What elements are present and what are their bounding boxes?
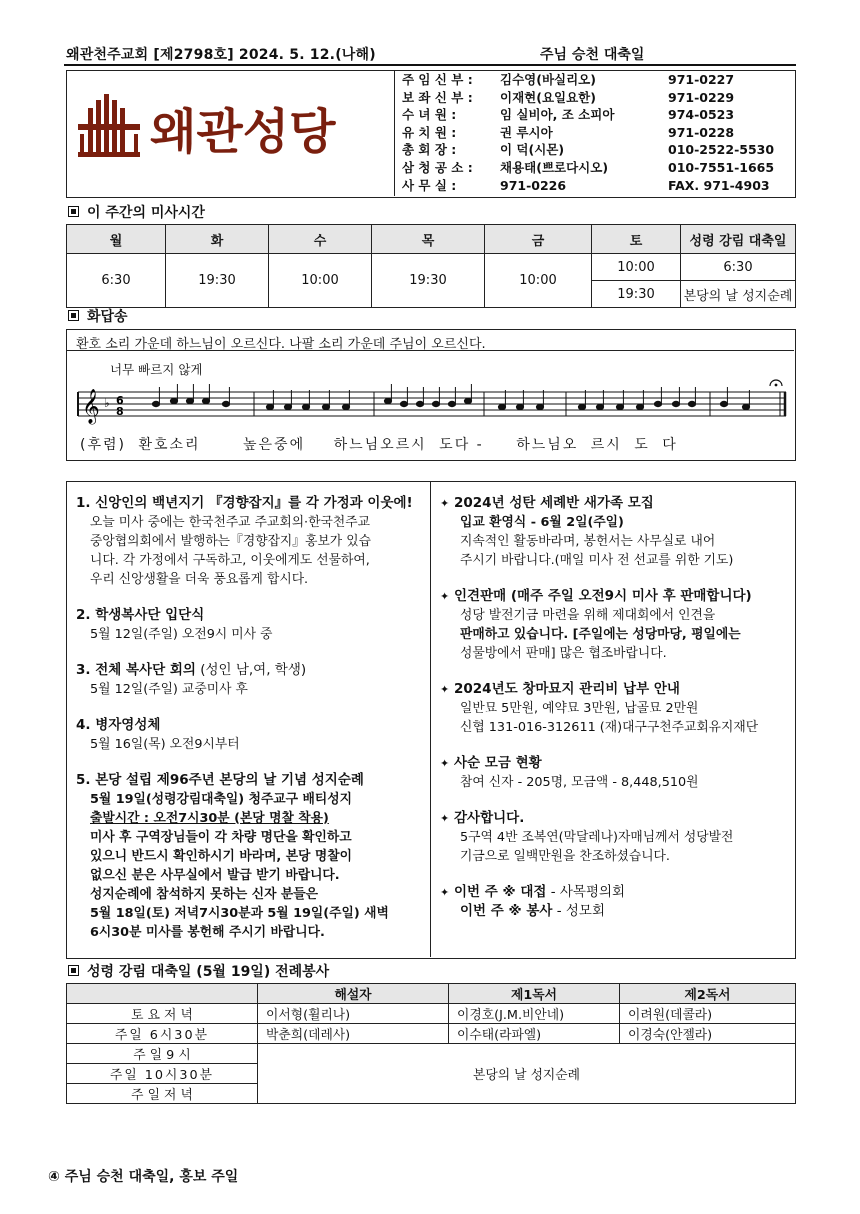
notice-body-line: 성지순례에 참석하지 못하는 신자 분들은 — [90, 887, 318, 902]
notice-body-line: 주시기 바랍니다.(매일 미사 전 선교를 위한 기도) — [460, 553, 734, 568]
notice-body-line: 우리 신앙생활을 더욱 풍요롭게 합시다. — [90, 572, 309, 587]
notice-heading — [440, 754, 790, 773]
service-cell: 이려원(데콜라) — [620, 1004, 796, 1024]
notice-item — [440, 809, 790, 866]
notice-heading-text: 이번 주 ※ 봉사 — [460, 903, 553, 919]
day-feast: 성령 강림 대축일 — [681, 225, 796, 254]
psalm-rule — [720, 350, 794, 351]
notice-body-line: 5월 16일(목) 오전9시부터 — [90, 737, 240, 752]
staff-role: 사 무 실 : — [402, 177, 457, 193]
notice-heading-text: 4. 병자영성체 — [76, 717, 161, 733]
staff-role: 수 녀 원 : — [402, 107, 457, 123]
notice-body-line: 일반묘 5만원, 예약묘 3만원, 납골묘 2만원 — [460, 701, 699, 716]
notice-heading — [76, 494, 424, 513]
staff-phone: 971-0228 — [668, 124, 735, 140]
service-cell: 이서형(휠리나) — [258, 1004, 449, 1024]
notice-item — [76, 606, 424, 644]
diamond-bullet-icon: ✦ — [440, 757, 450, 770]
music-note — [516, 404, 523, 409]
tempo-marking: 너무 빠르지 않게 — [110, 362, 203, 377]
service-slot: 주 일 9 시 — [67, 1044, 258, 1064]
music-note — [464, 398, 471, 403]
notice-heading — [440, 902, 790, 921]
notice-heading-text: 2. 학생복사단 입단식 — [76, 607, 205, 623]
diamond-bullet-icon: ✦ — [440, 590, 450, 603]
psalm-section-title: 화답송 — [68, 306, 128, 326]
time-fri: 10:00 — [485, 254, 592, 308]
notice-body-line: 5월 12일(주일) 오전9시 미사 중 — [90, 627, 273, 642]
staff-role: 삼 청 공 소 : — [402, 159, 473, 175]
staff-role: 유 치 원 : — [402, 124, 457, 140]
notice-body-line: 중앙협의회에서 발행하는『경향잡지』홍보가 있습 — [90, 534, 371, 549]
staff-row — [402, 177, 792, 195]
notice-heading — [76, 771, 424, 790]
staff-phone: 971-0229 — [668, 89, 735, 105]
notices-right — [440, 494, 790, 938]
lyric-5: 하느님오 — [516, 437, 579, 453]
music-note — [202, 398, 209, 403]
staff-name: 971-0226 — [500, 177, 567, 193]
service-cell: 박춘희(데레사) — [258, 1024, 449, 1044]
notice-body-line: 있으니 반드시 확인하시기 바라며, 본당 명찰이 — [90, 849, 353, 864]
diamond-bullet-icon: ✦ — [440, 886, 450, 899]
notice-heading — [440, 809, 790, 828]
notice-body-line: 오늘 미사 중에는 한국천주교 주교회의·한국천주교 — [90, 515, 370, 530]
diamond-bullet-icon: ✦ — [440, 497, 450, 510]
time-sat-1: 10:00 — [592, 254, 681, 281]
music-note — [498, 404, 505, 409]
staff-phone: 010-7551-1665 — [668, 159, 775, 175]
notice-heading-tail: - 성모회 — [552, 903, 606, 919]
notice-body-line: 기금으로 일백만원을 찬조하셨습니다. — [460, 849, 670, 864]
treble-clef-icon: 𝄞 — [82, 389, 100, 424]
staff-phone: 974-0523 — [668, 107, 735, 123]
notice-item — [440, 754, 790, 792]
staff-row — [402, 159, 792, 177]
notice-item — [440, 680, 790, 737]
time-feast-1: 6:30 — [681, 254, 796, 281]
notice-body-line: 신협 131-016-312611 (재)대구구천주교회유지재단 — [460, 720, 759, 735]
staff-phone: 971-0227 — [668, 72, 735, 87]
lyric-4: 도다 - — [439, 437, 484, 453]
page-footer: ④ 주님 승천 대축일, 홍보 주일 — [48, 1169, 239, 1185]
service-table — [66, 983, 796, 1104]
notice-heading — [440, 587, 790, 606]
lyric-2: 높은중에 — [243, 437, 306, 453]
day-thu: 목 — [372, 225, 485, 254]
staff-phone: 010-2522-5530 — [668, 142, 775, 158]
music-note — [152, 401, 159, 406]
mass-section-title: 이 주간의 미사시간 — [68, 202, 205, 222]
notice-body-line: 5구역 4반 조복연(막달레나)자매님께서 성당발전 — [460, 830, 734, 845]
service-cell: 이수태(라파엘) — [449, 1024, 620, 1044]
notice-item — [76, 771, 424, 942]
notice-body-line: 참여 신자 - 205명, 모금액 - 8,448,510원 — [460, 775, 699, 790]
day-tue: 화 — [166, 225, 269, 254]
music-note — [302, 404, 309, 409]
service-merged: 본당의 날 성지순례 — [258, 1044, 796, 1104]
notice-heading-note: (성인 남,여, 학생) — [195, 662, 307, 678]
lyric-8: 다 — [662, 437, 678, 453]
staff-row — [402, 124, 792, 142]
table-row — [67, 1024, 796, 1044]
psalm-rule-left — [66, 350, 720, 351]
time-tue: 19:30 — [166, 254, 269, 308]
parish-logo-icon — [66, 70, 394, 196]
day-fri: 금 — [485, 225, 592, 254]
notice-heading — [440, 680, 790, 699]
music-note — [322, 404, 329, 409]
notice-body-line: 미사 후 구역장님들이 각 차량 명단을 확인하고 — [90, 830, 352, 845]
staff-row — [402, 106, 792, 124]
notice-heading — [440, 494, 790, 513]
notice-heading-text: 3. 전체 복사단 회의 — [76, 662, 196, 678]
service-section-title: 성령 강림 대축일 (5월 19일) 전례봉사 — [68, 961, 329, 981]
notice-body-line: 니다. 각 가정에서 구독하고, 이웃에게도 선물하여, — [90, 553, 370, 568]
notice-item — [440, 494, 790, 570]
notice-heading — [76, 716, 424, 735]
time-thu: 19:30 — [372, 254, 485, 308]
day-mon: 월 — [67, 225, 166, 254]
psalm-text: 환호 소리 가운데 하느님이 오르신다. 나팔 소리 가운데 주님이 오르신다. — [76, 337, 486, 352]
lyric-7: 도 — [634, 437, 650, 453]
notice-heading-text: 감사합니다. — [454, 810, 525, 826]
notice-item — [440, 883, 790, 921]
music-note — [400, 401, 407, 406]
notice-item — [76, 716, 424, 754]
music-note — [636, 404, 643, 409]
lyric-6: 르시 — [590, 437, 622, 453]
staff-role: 보 좌 신 부 : — [402, 89, 473, 105]
mass-times-table — [66, 224, 796, 308]
notice-body-line: 입교 환영식 - 6월 2일(주일) — [460, 515, 624, 530]
day-sat: 토 — [592, 225, 681, 254]
notice-heading-text: 사순 모금 현황 — [454, 755, 542, 771]
music-note — [432, 401, 439, 406]
square-bullet-icon — [68, 310, 79, 321]
staff-role: 총 회 장 : — [402, 142, 457, 158]
diamond-bullet-icon: ✦ — [440, 683, 450, 696]
music-note — [170, 398, 177, 403]
notice-heading-tail: - 사목평의회 — [546, 884, 626, 900]
notice-body-line: 성물방에서 판매] 많은 협조바랍니다. — [460, 646, 667, 661]
staff-role: 주 임 신 부 : — [402, 72, 473, 87]
notice-item — [440, 587, 790, 663]
service-slot: 토 요 저 녁 — [67, 1004, 258, 1024]
service-slot: 주일 6시30분 — [67, 1024, 258, 1044]
time-wed: 10:00 — [269, 254, 372, 308]
music-note — [742, 404, 749, 409]
music-note — [536, 404, 543, 409]
lyric-3: 하느님오르시 — [333, 437, 427, 453]
staff-name: 이 덕(시몬) — [500, 142, 565, 158]
music-note — [720, 401, 727, 406]
notice-heading-text: 2024년도 창마묘지 관리비 납부 안내 — [454, 681, 680, 697]
day-wed: 수 — [269, 225, 372, 254]
staff-row — [402, 71, 792, 89]
music-note — [596, 404, 603, 409]
lyric-1: 환호소리 — [138, 437, 201, 453]
notice-body-line: 판매하고 있습니다. [주일에는 성당마당, 평일에는 — [460, 627, 741, 642]
staff-name: 권 루시아 — [500, 124, 553, 140]
table-row — [67, 1004, 796, 1024]
notices-left — [76, 494, 424, 959]
music-note — [186, 398, 193, 403]
service-header-reading1: 제1독서 — [449, 984, 620, 1004]
music-note — [688, 401, 695, 406]
notice-body-line: 없으신 분은 사무실에서 발급 받기 바랍니다. — [90, 868, 340, 883]
music-note — [654, 401, 661, 406]
notice-heading-text: 2024년 성탄 세례반 새가족 모집 — [454, 495, 654, 511]
psalm-lyrics — [80, 434, 792, 454]
notice-item — [76, 661, 424, 699]
notice-body-line: 5월 18일(토) 저녁7시30분과 5월 19일(주일) 새벽 — [90, 906, 389, 921]
music-note — [284, 404, 291, 409]
logo-text: 왜관성당 — [150, 104, 336, 160]
staff-row — [402, 89, 792, 107]
service-cell: 이경호(J.M.비안네) — [449, 1004, 620, 1024]
staff-row — [402, 141, 792, 159]
service-slot: 주일 10시30분 — [67, 1064, 258, 1084]
logo-area — [66, 70, 395, 196]
service-header-commentator: 해설자 — [258, 984, 449, 1004]
notice-heading-text: 이번 주 ※ 대접 — [454, 884, 547, 900]
notice-body-line: 5월 12일(주일) 교중미사 후 — [90, 682, 248, 697]
flat-icon: ♭ — [104, 396, 110, 410]
music-staff — [74, 376, 790, 432]
issue-info: 왜관천주교회 [제2798호] 2024. 5. 12.(나해) — [66, 47, 376, 63]
diamond-bullet-icon: ✦ — [440, 812, 450, 825]
notice-body-line: 지속적인 활동바라며, 봉헌서는 사무실로 내어 — [460, 534, 716, 549]
lyric-refrain: (후렴) — [80, 437, 126, 453]
time-feast-2: 본당의 날 성지순례 — [681, 281, 796, 308]
notice-heading-text: 5. 본당 설립 제96주년 본당의 날 기념 성지순례 — [76, 772, 364, 788]
notice-heading — [76, 606, 424, 625]
staff-name: 김수영(바실리오) — [500, 72, 596, 87]
notice-body-line: 5월 19일(성령강림대축일) 청주교구 배티성지 — [90, 792, 352, 807]
notice-heading-text: 인견판매 (매주 주일 오전9시 미사 후 판매합니다) — [454, 588, 752, 604]
notice-body-line: 6시30분 미사를 봉헌해 주시기 바랍니다. — [90, 925, 325, 940]
square-bullet-icon — [68, 206, 79, 217]
time-mon: 6:30 — [67, 254, 166, 308]
svg-text:8: 8 — [116, 405, 124, 418]
square-bullet-icon — [68, 965, 79, 976]
service-header-reading2: 제2독서 — [620, 984, 796, 1004]
music-note — [384, 398, 391, 403]
staff-name: 이재현(요일요한) — [500, 89, 596, 105]
staff-list — [402, 71, 792, 194]
notice-body-line: 성당 발전기금 마련을 위해 제대회에서 인견을 — [460, 608, 716, 623]
staff-name: 채용태(쁘로다시오) — [500, 159, 609, 175]
notice-heading-text: 1. 신앙인의 백년지기 『경향잡지』를 각 가정과 이웃에! — [76, 495, 413, 511]
music-note — [342, 404, 349, 409]
service-header-blank — [67, 984, 258, 1004]
staff-name: 임 실비아, 조 소피아 — [500, 107, 615, 123]
notice-heading — [76, 661, 424, 680]
music-note — [222, 401, 229, 406]
music-note — [672, 401, 679, 406]
feast-title: 주님 승천 대축일 — [540, 47, 645, 63]
service-cell: 이경숙(안젤라) — [620, 1024, 796, 1044]
notice-divider — [430, 482, 431, 957]
svg-text:6: 6 — [116, 394, 124, 407]
notice-heading — [440, 883, 790, 902]
notice-body-line: 출발시간 : 오전7시30분 (본당 명찰 착용) — [90, 811, 329, 826]
music-note — [616, 404, 623, 409]
time-sat-2: 19:30 — [592, 281, 681, 308]
music-note — [266, 404, 273, 409]
music-note — [578, 404, 585, 409]
table-row — [67, 1044, 796, 1064]
header-rule — [64, 64, 796, 66]
music-note — [448, 401, 455, 406]
music-note — [416, 401, 423, 406]
service-slot: 주 일 저 녁 — [67, 1084, 258, 1104]
staff-phone: FAX. 971-4903 — [668, 177, 770, 193]
notice-item — [76, 494, 424, 589]
